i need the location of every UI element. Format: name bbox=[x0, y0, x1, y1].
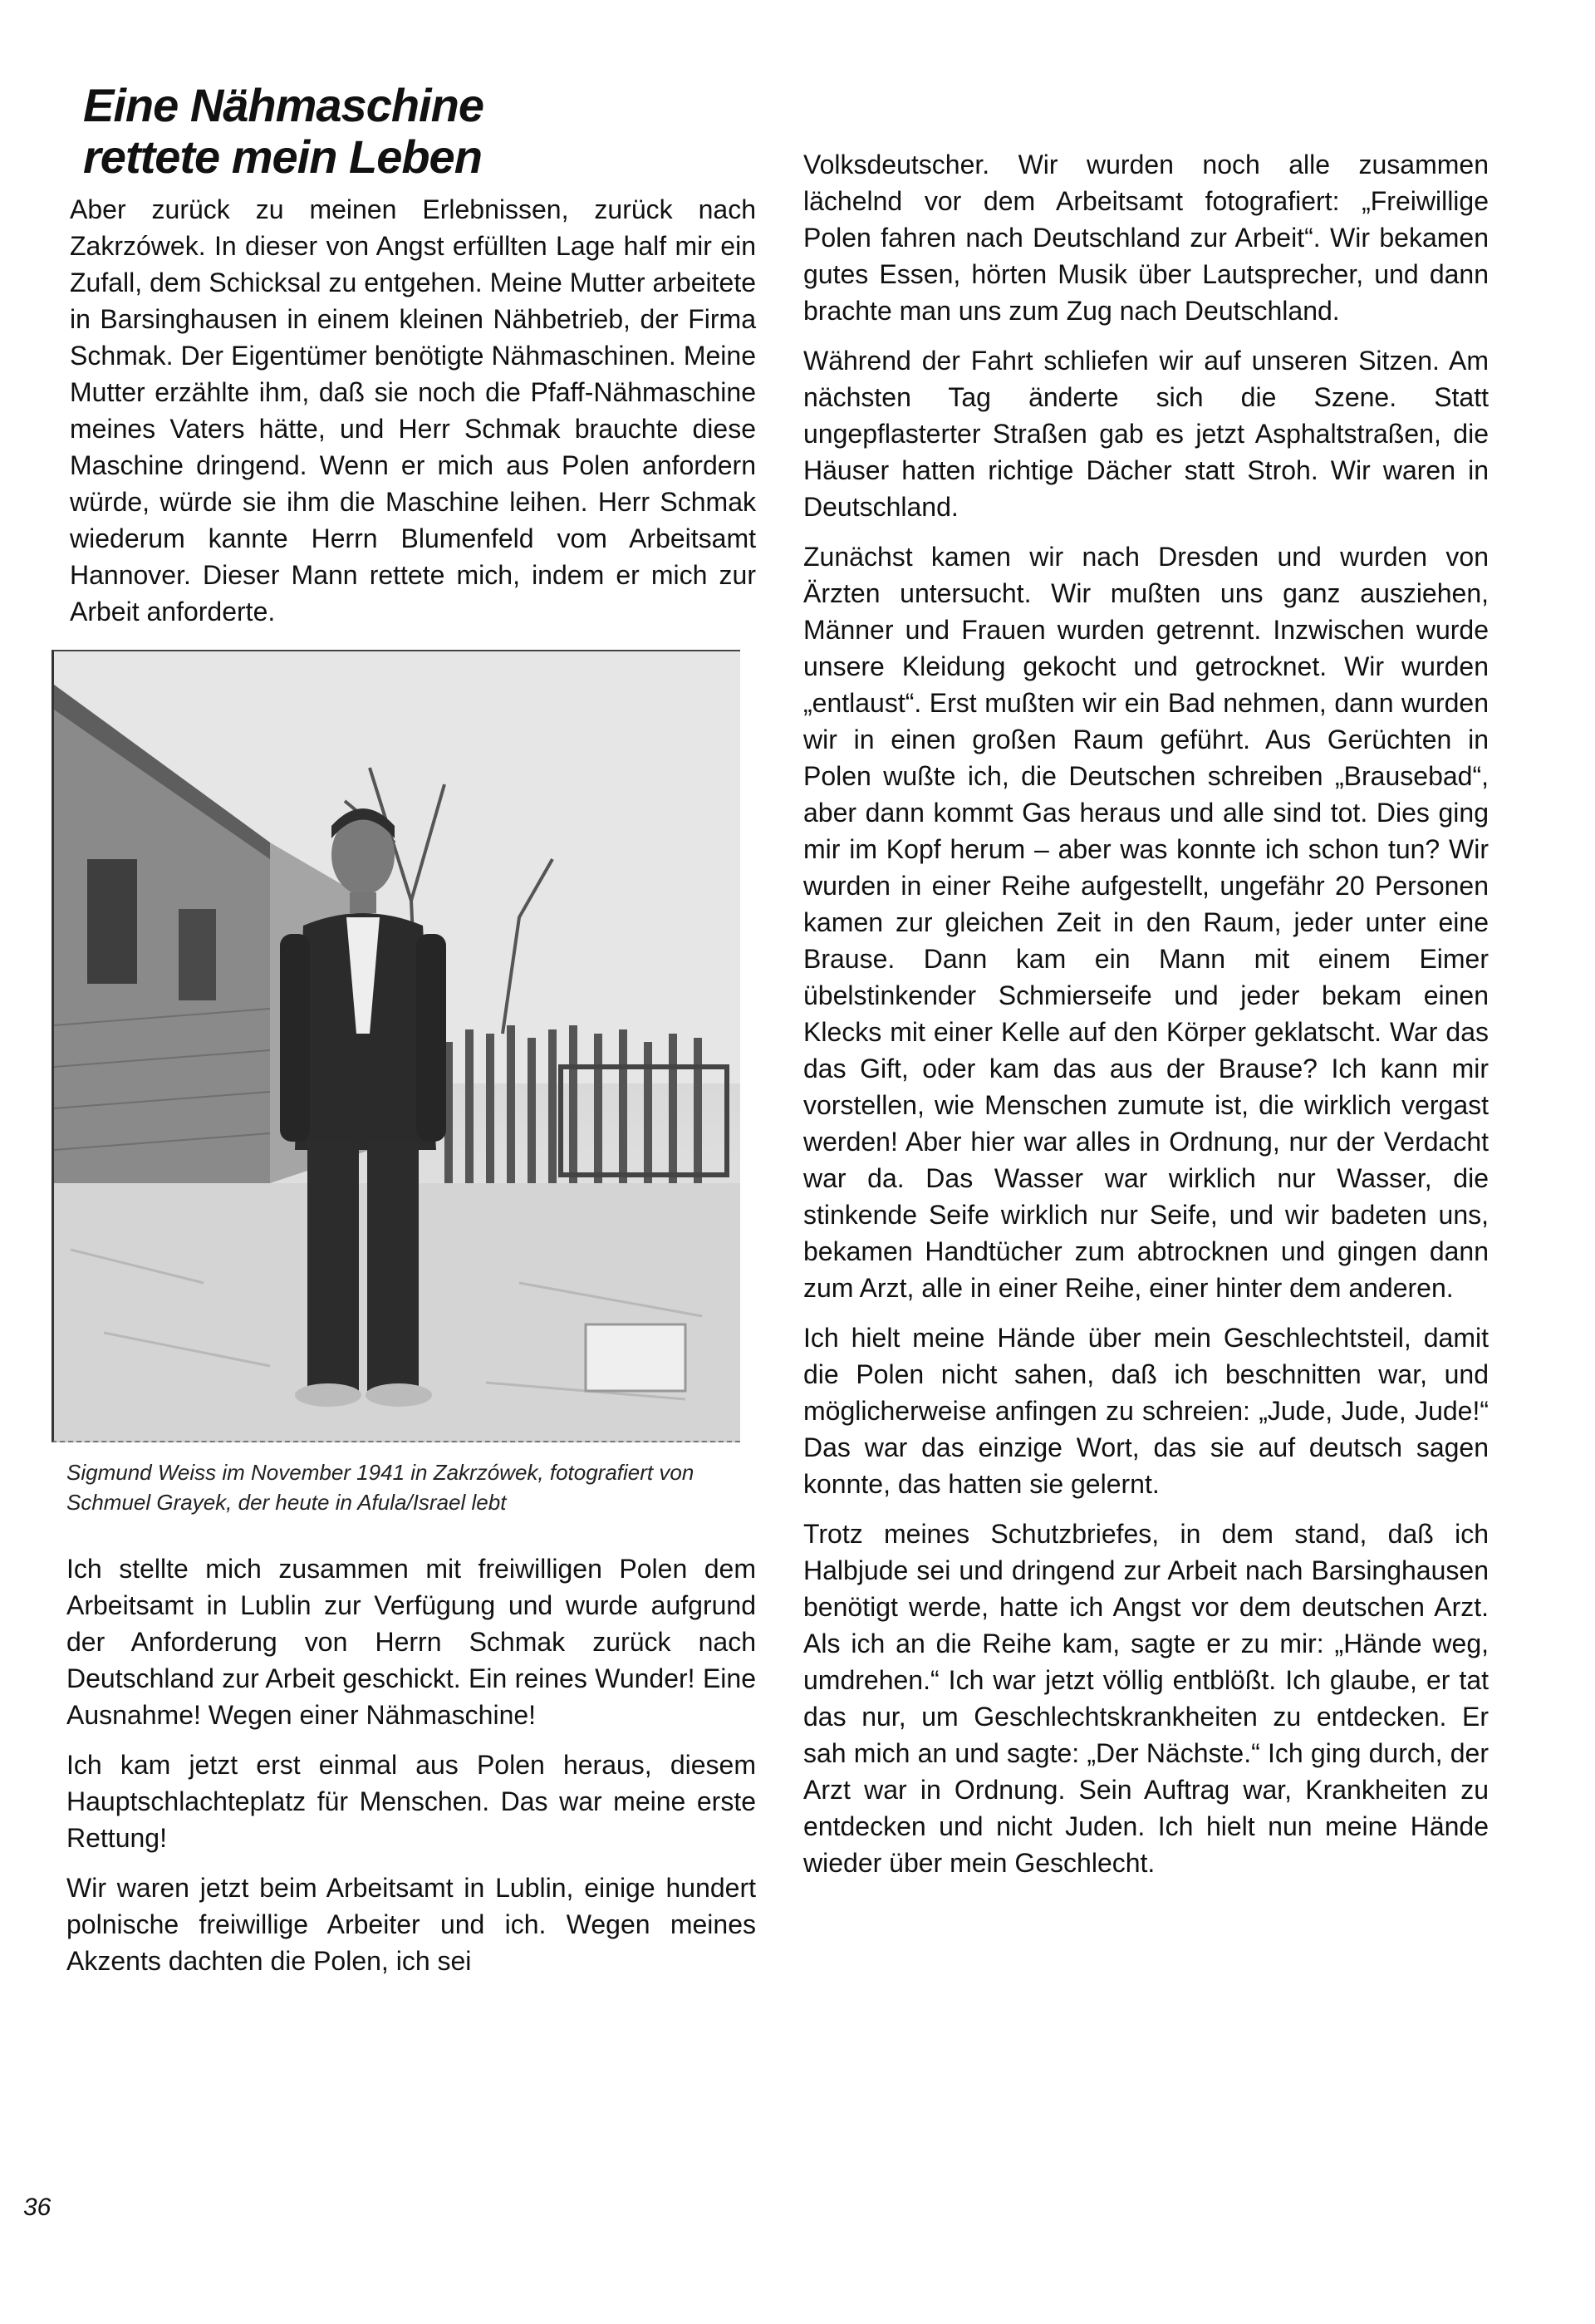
page-number: 36 bbox=[23, 2194, 52, 2221]
title-line-1: Eine Nähmaschine bbox=[83, 79, 483, 131]
paragraph-left-1: Ich stellte mich zusammen mit freiwilligen Polen dem Arbeitsamt in Lublin zur Verfügung und wurde aufgrund der Anforderung von Herrn Schmak zurück nach Deutschland zur Arbeit geschickt. Ein reines Wunder! Eine Ausnahme! Wegen einer Nähmaschine! bbox=[66, 1554, 756, 1730]
paragraph-right-4: Ich hielt meine Hände über mein Geschlechtsteil, damit die Polen nicht sahen, daß ich beschnitten war, und möglicherweise anfingen zu schreien: „Jude, Jude, Jude!“ Das war das einzige Wort, das sie auf deutsch sagen konnte, das hatten sie gelernt. bbox=[803, 1323, 1489, 1499]
paragraph-right-1: Volksdeutscher. Wir wurden noch alle zusammen lächelnd vor dem Arbeitsamt fotografiert: „Freiwillige Polen fahren nach Deutschland zur Arbeit“. Wir bekamen gutes Essen, hörten Musik über Lautsprecher, und dann brachte man uns zum Zug nach Deutschland. bbox=[803, 150, 1489, 326]
historical-photo bbox=[52, 650, 740, 1442]
title-line-2: rettete mein Leben bbox=[83, 130, 482, 183]
paragraph-right-5: Trotz meines Schutzbriefes, in dem stand, daß ich Halbjude sei und dringend zur Arbeit nach Barsinghausen benötigt werde, hatte ich Angst vor dem deutschen Arzt. Als ich an die Reihe kam, sagte er zu mir: „Hände weg, umdrehen.“ Ich war jetzt völlig entblößt. Ich glaube, er tat das nur, um Geschlechtskrankheiten zu entdecken. Er sah mich an und sagte: „Der Nächste.“ Ich ging durch, der Arzt war in Ordnung. Sein Auftrag war, Krankheiten zu entdecken und nicht Juden. Ich hielt nun meine Hände wieder über mein Geschlecht. bbox=[803, 1519, 1489, 1878]
paragraph-left-3: Wir waren jetzt beim Arbeitsamt in Lublin, einige hundert polnische freiwillige Arbeiter und ich. Wegen meines Akzents dachten die Polen, ich sei bbox=[66, 1873, 756, 1976]
right-column bbox=[803, 146, 1489, 1894]
paragraph-intro: Aber zurück zu meinen Erlebnissen, zurück nach Zakrzówek. In dieser von Angst erfüllten Lage half mir ein Zufall, dem Schicksal zu entgehen. Meine Mutter arbeitete in Barsinghausen in einem kleinen Nähbetrieb, der Firma Schmak. Der Eigentümer benötigte Nähmaschinen. Meine Mutter erzählte ihm, daß sie noch die Pfaff-Nähmaschine meines Vaters hätte, und Herr Schmak brauchte diese Maschine dringend. Wenn er mich aus Polen anfordern würde, würde sie ihm die Maschine leihen. Herr Schmak wiederum kannte Herrn Blumenfeld vom Arbeitsamt Hannover. Dieser Mann rettete mich, indem er mich zur Arbeit anforderte. bbox=[70, 194, 756, 626]
left-column bbox=[66, 80, 756, 1992]
paragraph-left-2: Ich kam jetzt erst einmal aus Polen heraus, diesem Hauptschlachteplatz für Menschen. Das war meine erste Rettung! bbox=[66, 1750, 756, 1853]
paragraph-right-2: Während der Fahrt schliefen wir auf unseren Sitzen. Am nächsten Tag änderte sich die Szene. Statt ungepflasterter Straßen gab es jetzt Asphaltstraßen, die Häuser hatten richtige Dächer statt Stroh. Wir waren in Deutschland. bbox=[803, 346, 1489, 522]
photo-caption: Sigmund Weiss im November 1941 in Zakrzówek, fotografiert von Schmuel Grayek, der heute in Afula/Israel lebt bbox=[66, 1460, 694, 1515]
paragraph-right-3: Zunächst kamen wir nach Dresden und wurden von Ärzten untersucht. Wir mußten uns ganz ausziehen, Männer und Frauen wurden getrennt. Inzwischen wurde unsere Kleidung gekocht und getrocknet. Wir wurden „entlaust“. Erst mußten wir ein Bad nehmen, dann wurden wir in einen großen Raum geführt. Aus Gerüchten in Polen wußte ich, die Deutschen schreiben „Brausebad“, aber dann kommt Gas heraus und alle sind tot. Dies ging mir im Kopf herum – aber was konnte ich schon tun? Wir wurden in einer Reihe aufgestellt, ungefähr 20 Personen kamen zur gleichen Zeit in den Raum, jeder unter eine Brause. Dann kam ein Mann mit einem Eimer übelstinkender Schmierseife und jeder bekam einen Klecks mit einer Kelle auf den Körper geklatscht. War das das Gift, oder kam das aus der Brause? Ich kann mir vorstellen, wie Menschen zumute ist, die wirklich vergast werden! Aber hier war alles in Ordnung, nur der Verdacht war da. Das Wasser war wirklich nur Wasser, die stinkende Seife wirklich nur Seife, und wir badeten uns, bekamen Handtücher zum abtrocknen und gingen dann zum Arzt, alle in einer Reihe, einer hinter dem anderen. bbox=[803, 542, 1489, 1303]
article-title bbox=[83, 80, 756, 183]
historical-photo-man-standing-icon bbox=[54, 651, 740, 1441]
